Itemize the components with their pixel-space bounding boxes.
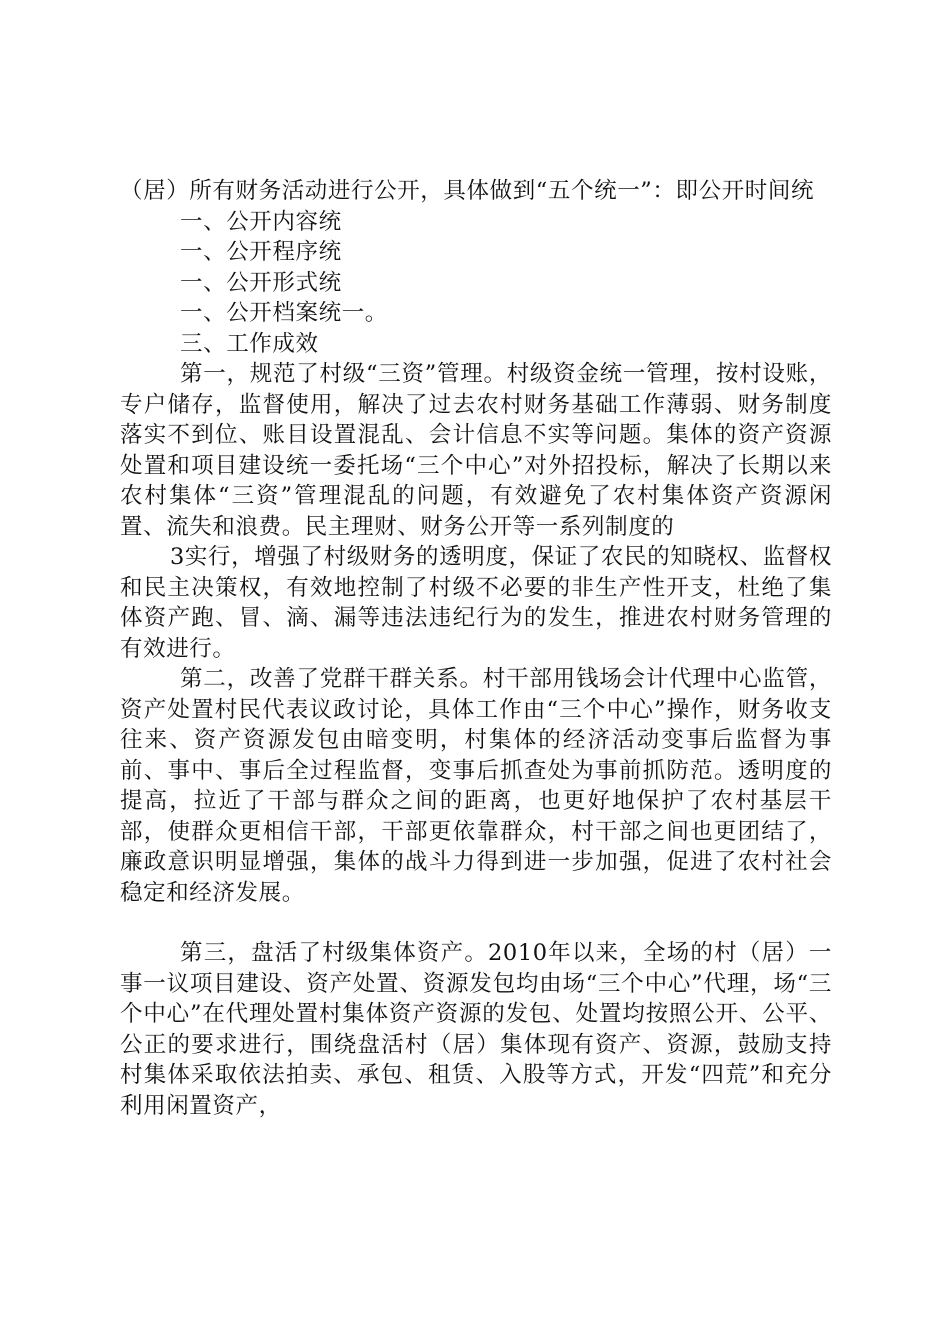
list-item-form: 一、公开形式统 [180,269,342,296]
section-heading-results: 三、工作成效 [180,330,319,357]
paragraph-second-result: 第二，改善了党群干群关系。村干部用钱场会计代理中心监管，资产处置村民代表议政讨论，具体工作由“三个中心”操作，财务收支往来、资产资源发包由暗变明，村集体的经济活动变事后监督为事前、事中、事后全过程监督，变事后抓查处为事前抓防范。透明度的提高，拉近了干部与群众之间的距离，也更好地保护了农村基层干部，使群众更相信干部，干部更依靠群众，村干部之间也更团结了，廉政意识明显增强，集体的战斗力得到进一步加强，促进了农村社会稳定和经济发展。 [120,666,832,906]
paragraph-first-result-continued: 3实行，增强了村级财务的透明度，保证了农民的知晓权、监督权和民主决策权，有效地控制了村级不必要的非生产性开支，杜绝了集体资产跑、冒、滴、漏等违法违纪行为的发生，推进农村财务管理的有效进行。 [120,544,832,662]
list-item-archive: 一、公开档案统一。 [180,300,388,326]
list-item-procedure: 一、公开程序统 [180,239,342,265]
paragraph-spacer [120,908,832,938]
paragraph-first-result: 第一，规范了村级“三资”管理。村级资金统一管理，按村设账，专户储存，监督使用，解决了过去农村财务基础工作薄弱、财务制度落实不到位、账目设置混乱、会计信息不实等问题。集体的资产资源处置和项目建设统一委托场“三个中心”对外招投标，解决了长期以来农村集体“三资”管理混乱的问题，有效避免了农村集体资产资源闲置、流失和浪费。民主理财、财务公开等一系列制度的 [120,361,832,540]
document-body [120,176,832,1121]
list-item-content: 一、公开内容统 [180,208,342,235]
paragraph-public-disclosure: （居）所有财务活动进行公开，具体做到“五个统一”：即公开时间统 [120,178,815,204]
paragraph-third-result: 第三，盘活了村级集体资产。2010年以来，全场的村（居）一事一议项目建设、资产处置、资源发包均由场“三个中心”代理，场“三个中心”在代理处置村集体资产资源的发包、处置均按照公开、公平、公正的要求进行，围绕盘活村（居）集体现有资产、资源，鼓励支持村集体采取依法拍卖、承包、租赁、入股等方式，开发“四荒”和充分利用闲置资产， [120,940,832,1119]
